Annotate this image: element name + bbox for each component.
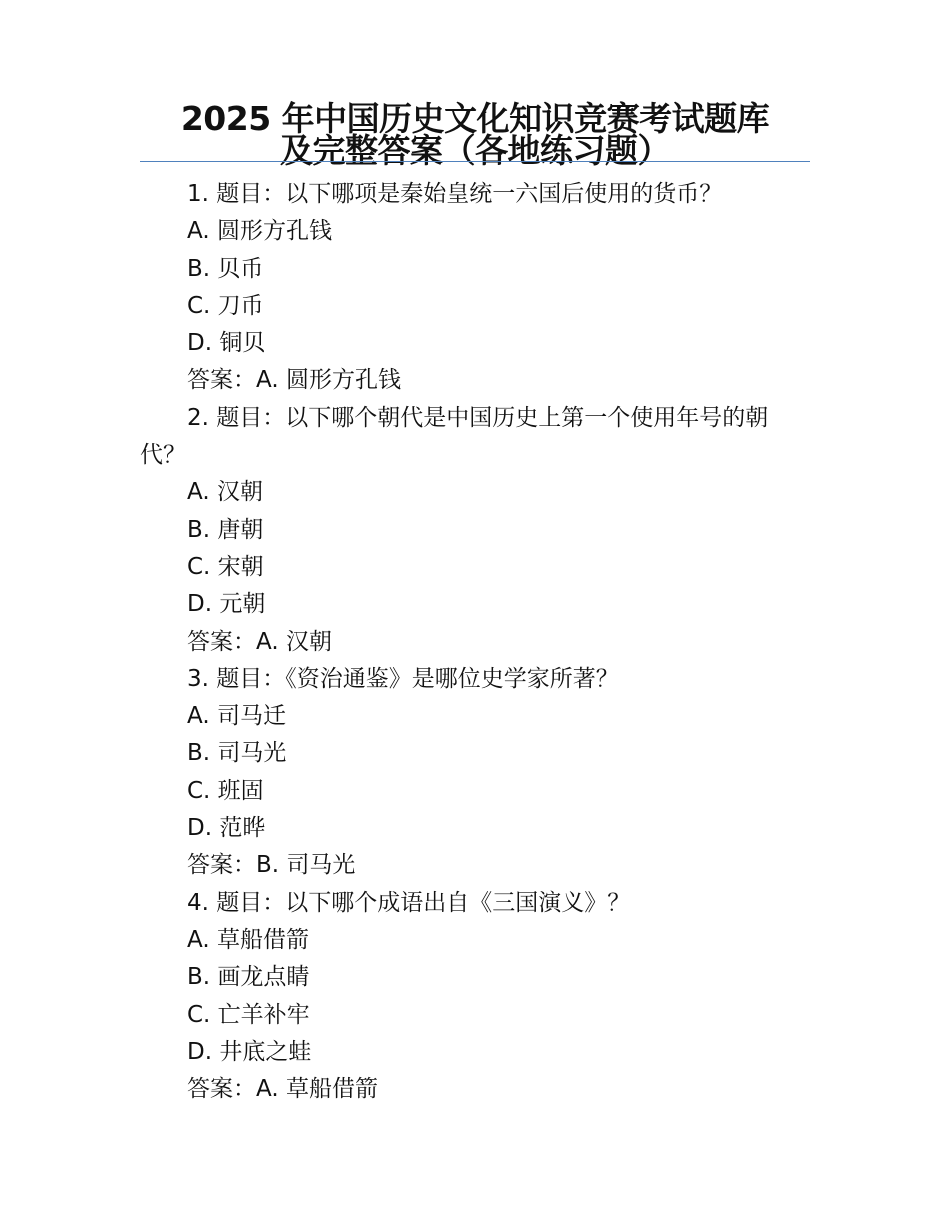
answer-line: 答案：B. 司马光	[187, 852, 356, 879]
option-a: A. 司马迁	[187, 703, 286, 730]
question-prompt: 3. 题目：《资治通鉴》是哪位史学家所著？	[187, 665, 619, 692]
question-prompt: 4. 题目：以下哪个成语出自《三国演义》？	[187, 889, 631, 916]
answer-line: 答案：A. 草船借箭	[187, 1076, 378, 1103]
answer-line: 答案：A. 圆形方孔钱	[187, 367, 401, 394]
option-c: C. 刀币	[187, 292, 264, 319]
option-b: B. 唐朝	[187, 516, 264, 543]
answer-line: 答案：A. 汉朝	[187, 628, 332, 655]
option-b: B. 贝币	[187, 255, 264, 282]
option-a: A. 草船借箭	[187, 926, 309, 953]
title-line-2: 及完整答案（各地练习题）	[280, 131, 670, 170]
question-prompt: 1. 题目：以下哪项是秦始皇统一六国后使用的货币？	[187, 181, 723, 207]
option-b: B. 司马光	[187, 740, 287, 767]
option-a: A. 圆形方孔钱	[187, 218, 332, 245]
option-c: C. 亡羊补牢	[187, 1001, 310, 1028]
option-c: C. 班固	[187, 777, 264, 804]
option-b: B. 画龙点睛	[187, 964, 310, 991]
option-c: C. 宋朝	[187, 553, 264, 580]
option-d: D. 井底之蛙	[187, 1038, 312, 1065]
option-a: A. 汉朝	[187, 479, 263, 506]
option-d: D. 元朝	[187, 591, 266, 618]
title-line-1: 2025 年中国历史文化知识竞赛考试题库	[180, 99, 770, 138]
option-d: D. 铜贝	[187, 330, 266, 357]
question-list	[140, 176, 810, 1108]
page-title	[140, 99, 810, 170]
title-divider	[140, 161, 810, 162]
option-d: D. 范晔	[187, 815, 266, 842]
question-prompt: 2. 题目：以下哪个朝代是中国历史上第一个使用年号的朝代？	[140, 404, 769, 469]
